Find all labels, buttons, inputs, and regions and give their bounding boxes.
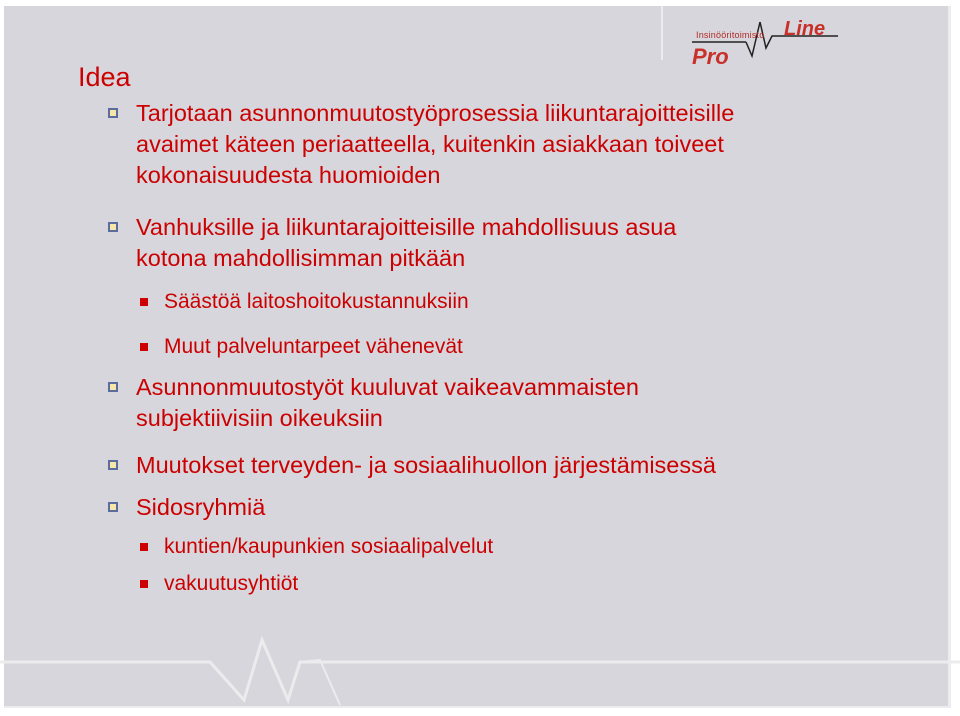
list-item-text: Säästöä laitoshoitokustannuksiin (164, 290, 469, 313)
list-item (164, 333, 463, 361)
filled-square-bullet-icon (140, 580, 148, 588)
list-item (136, 450, 716, 481)
list-item (164, 570, 298, 598)
list-item-text: Asunnonmuutostyöt kuuluvat vaikeavammaisten (136, 374, 639, 400)
list-item-text: Vanhuksille ja liikuntarajoitteisille mahdollisuus asua (136, 214, 677, 240)
list-item-text: kokonaisuudesta huomioiden (136, 162, 441, 188)
list-item-text: Sidosryhmiä (136, 494, 266, 520)
square-bullet-icon (108, 502, 118, 512)
square-bullet-icon (108, 460, 118, 470)
logo-pro-text: Pro (692, 44, 729, 69)
logo-line-text: Line (784, 18, 826, 40)
list-item-text: kuntien/kaupunkien sosiaalipalvelut (164, 535, 494, 558)
list-item (136, 212, 676, 274)
slide-title: Idea (78, 62, 131, 92)
square-bullet-icon (108, 108, 118, 118)
filled-square-bullet-icon (140, 543, 148, 551)
logo-company-text: Insinööritoimisto (696, 30, 765, 40)
list-item (136, 492, 265, 523)
list-item-text: Muut palveluntarpeet vähenevät (164, 335, 463, 358)
list-item (136, 98, 734, 191)
square-bullet-icon (108, 382, 118, 392)
list-item-text: kotona mahdollisimman pitkään (136, 245, 466, 271)
company-logo (684, 4, 854, 70)
list-item (164, 288, 469, 316)
filled-square-bullet-icon (140, 298, 148, 306)
list-item-text: Muutokset terveyden- ja sosiaalihuollon järjestämisessä (136, 452, 716, 478)
list-item (136, 372, 639, 434)
list-item-text: subjektiivisiin oikeuksiin (136, 405, 383, 431)
filled-square-bullet-icon (140, 343, 148, 351)
square-bullet-icon (108, 222, 118, 232)
list-item-text: Tarjotaan asunnonmuutostyöprosessia liikuntarajoitteisille (136, 100, 735, 126)
list-item-text: vakuutusyhtiöt (164, 572, 299, 595)
list-item-text: avaimet käteen periaatteella, kuitenkin asiakkaan toiveet (136, 131, 724, 157)
list-item (164, 533, 493, 561)
